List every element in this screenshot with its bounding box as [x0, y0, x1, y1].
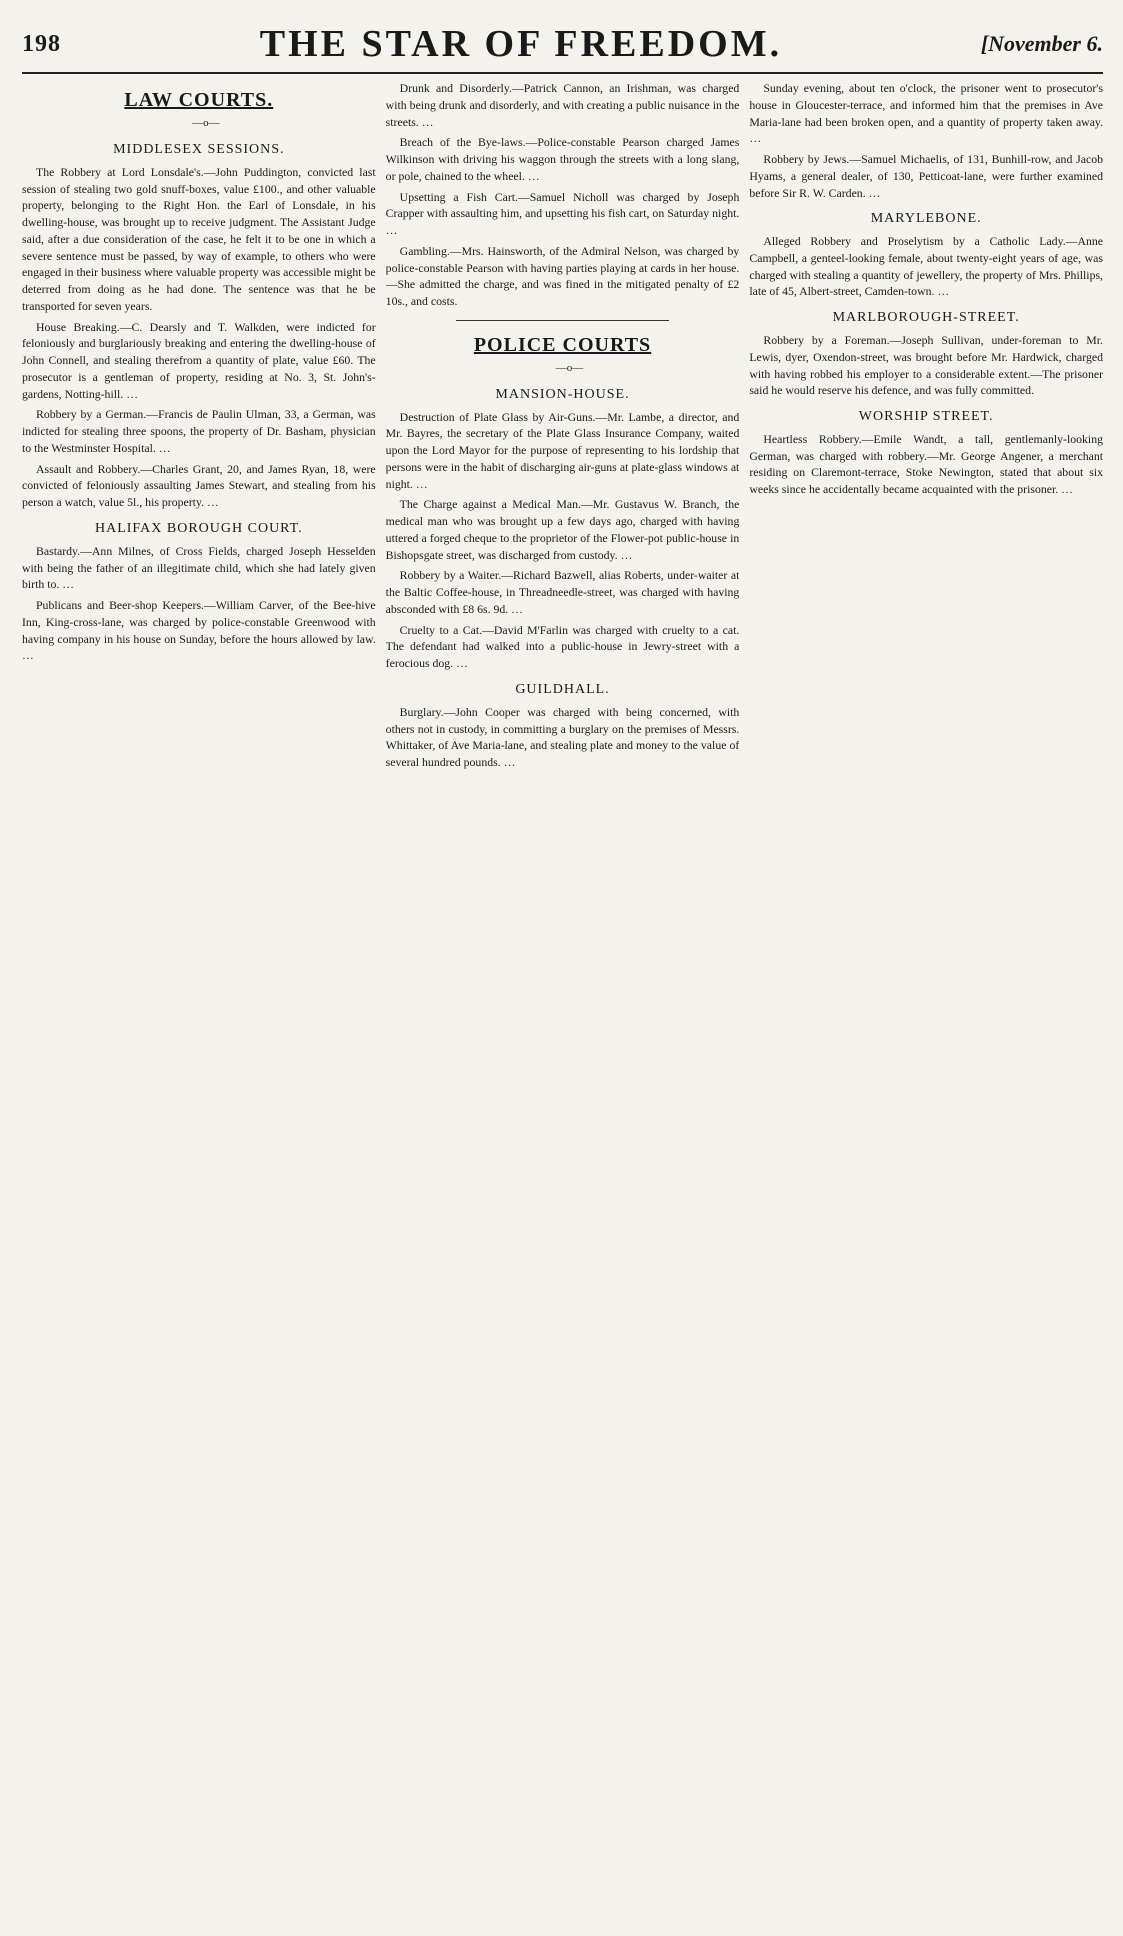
- mansion-house-heading: MANSION-HOUSE.: [495, 386, 630, 402]
- article-drunk: Drunk and Disorderly.—Patrick Cannon, an Irishman, was charged with being drunk and disorderly, and with creating a public nuisance in the streets. …: [385, 81, 740, 129]
- police-courts-heading: POLICE COURTS: [473, 333, 652, 356]
- issue-date: [November 6.: [980, 31, 1103, 56]
- article-gambling: Gambling.—Mrs. Hainsworth, of the Admiral Nelson, was charged by police-constable Pearson with having parties playing at cards in her house.—She admitted the charge, and was fined in the mitigated penalty of £2 10s., and costs.: [385, 243, 740, 308]
- masthead: [22, 18, 1103, 70]
- article-plate-glass: Destruction of Plate Glass by Air-Guns.—Mr. Lambe, a director, and Mr. Bayres, the secretary of the Plate Glass Insurance Company, waited upon the Lord Mayor for the purpose of representing to his lordship that persons were in the habit of discharging air-guns at plate-glass windows at night. …: [385, 409, 740, 491]
- article-sunday-evening: Sunday evening, about ten o'clock, the prisoner went to prosecutor's house in Gloucester-terrace, and informed him that the premises in Ave Maria-lane had been broken open, and a quantity of property taken away. …: [749, 81, 1104, 146]
- article-upsetting-cart: Upsetting a Fish Cart.—Samuel Nicholl was charged by Joseph Crapper with assaulting him, and upsetting his fish cart, on Saturday night. …: [385, 189, 740, 237]
- article-publicans: Publicans and Beer-shop Keepers.—William Carver, of the Bee-hive Inn, King-cross-lane, was charged by police-constable Greenwood with having company in his house on Sunday, before the hours allowed by law. …: [22, 598, 376, 663]
- law-courts-heading: LAW COURTS.: [124, 89, 274, 111]
- article-breach-byelaws: Breach of the Bye-laws.—Police-constable Pearson charged James Wilkinson with driving his waggon through the streets with a long slang, or pole, chained to the wheel. …: [385, 135, 740, 183]
- marlborough-heading: MARLBOROUGH-STREET.: [832, 310, 1020, 326]
- article-robbery-foreman: Robbery by a Foreman.—Joseph Sullivan, under-foreman to Mr. Lewis, dyer, Oxendon-street, was brought before Mr. Hardwick, charged with having robbed his employer to a considerable extent.—The prisoner said he would reserve his defence, and was fully committed.: [749, 333, 1104, 398]
- article-columns: [22, 80, 1103, 1926]
- page-number: 198: [22, 30, 61, 57]
- article-bastardy: Bastardy.—Ann Milnes, of Cross Fields, charged Joseph Hesselden with being the father of an illegitimate child, which she had lately given birth to. …: [22, 543, 376, 592]
- column-3: [749, 80, 1103, 1926]
- article-medical-man: The Charge against a Medical Man.—Mr. Gustavus W. Branch, the medical man who was brought up a few days ago, charged with having uttered a forged cheque to the proprietor of the Flower-pot public-house in Bishopsgate street, was discharged from custody. …: [385, 497, 740, 562]
- article-assault-robbery: Assault and Robbery.—Charles Grant, 20, and James Ryan, 18, were convicted of feloniously assaulting James Stewart, and stealing from his person a watch, value 5l., his property. …: [22, 461, 376, 510]
- article-robbery-waiter: Robbery by a Waiter.—Richard Bazwell, alias Roberts, under-waiter at the Baltic Coffee-house, in Threadneedle-street, was charged with having absconded with £8 6s. 9d. …: [385, 568, 740, 616]
- masthead-rule: [22, 72, 1103, 74]
- article-house-breaking: House Breaking.—C. Dearsly and T. Walkden, were indicted for feloniously and burglariously breaking and entering the dwelling-house of John Connell, and stealing therefrom a quantity of plate, value £60. The prosecutor is a gentleman of property, residing at No. 3, St. John's-gardens, Notting-hill. …: [22, 319, 376, 401]
- column-1: [22, 80, 376, 1926]
- halifax-heading: HALIFAX BOROUGH COURT.: [94, 520, 303, 536]
- middlesex-heading: MIDDLESEX SESSIONS.: [113, 142, 285, 157]
- divider: —o—: [192, 117, 220, 130]
- marylebone-heading: MARYLEBONE.: [870, 211, 982, 227]
- worship-street-heading: WORSHIP STREET.: [858, 409, 994, 424]
- guildhall-heading: GUILDHALL.: [515, 681, 610, 697]
- section-rule: [456, 320, 668, 321]
- column-2: [386, 80, 740, 1926]
- divider: —o—: [555, 362, 584, 375]
- article-alleged-robbery: Alleged Robbery and Proselytism by a Catholic Lady.—Anne Campbell, a genteel-looking female, about twenty-eight years of age, was charged with stealing a quantity of jewellery, the property of Mrs. Phillips, late of 45, Albert-street, Camden-town. …: [749, 234, 1104, 299]
- newspaper-title: THE STAR OF FREEDOM.: [259, 23, 783, 65]
- article-cruelty-cat: Cruelty to a Cat.—David M'Farlin was charged with cruelty to a cat. The defendant had walked into a public-house in Jewry-street with a ferocious dog. …: [385, 622, 740, 671]
- article-robbery-jews: Robbery by Jews.—Samuel Michaelis, of 131, Bunhill-row, and Jacob Hyams, a general dealer, of 130, Petticoat-lane, were further examined before Sir R. W. Carden. …: [749, 152, 1104, 200]
- article-burglary: Burglary.—John Cooper was charged with being concerned, with others not in custody, in committing a burglary on the premises of Messrs. Whittaker, of Ave Maria-lane, and stealing plate and money to the value of several hundred pounds. …: [385, 704, 740, 769]
- article-robbery-german: Robbery by a German.—Francis de Paulin Ulman, 33, a German, was indicted for stealing three spoons, the property of Dr. Basham, physician to the Westminster Hospital. …: [22, 407, 376, 455]
- article-robbery-lonsdale: The Robbery at Lord Lonsdale's.—John Puddington, convicted last session of stealing two gold snuff-boxes, value £100., and other valuable property, belonging to the Right Hon. the Earl of Lonsdale, in his dwelling-house, was brought up to receive judgment. The Assistant Judge said, after a due consideration of the case, he felt it to be one in which a severe sentence must be passed, by way of example, to others who were engaged in their business where valuable property was accessible might be deterred from doing as he had done. The sentence was that he be transported for seven years.: [22, 164, 376, 313]
- article-heartless: Heartless Robbery.—Emile Wandt, a tall, gentlemanly-looking German, was charged with robbery.—Mr. George Angener, a merchant residing on Claremont-terrace, Stoke Newington, stated that about six weeks since he accidentally became acquainted with the prisoner. …: [749, 431, 1104, 497]
